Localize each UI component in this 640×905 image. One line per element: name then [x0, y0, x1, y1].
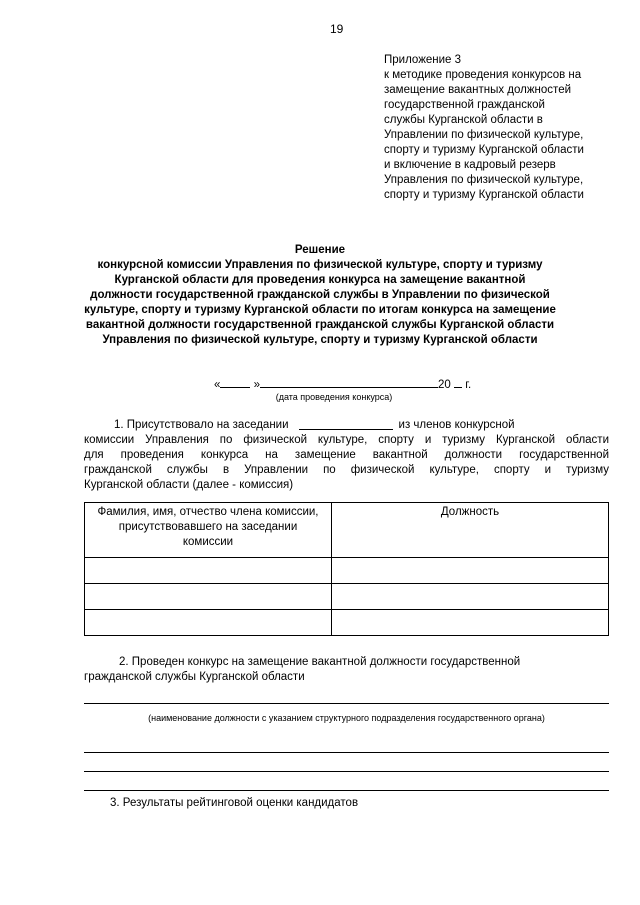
table-cell[interactable]: [85, 610, 332, 636]
members-table: [84, 502, 609, 636]
fill-line[interactable]: [84, 790, 609, 791]
appendix-line: Приложение 3: [384, 54, 462, 66]
title-line: конкурсной комиссии Управления по физической культуре, спорту и туризму: [97, 259, 543, 271]
section-1-line: [84, 418, 609, 433]
day-blank[interactable]: [220, 376, 250, 388]
table-row: [85, 584, 609, 610]
date-close-quote: »: [253, 379, 261, 391]
title-line: вакантной должности государственной гражданской службы Курганской области: [85, 319, 555, 331]
section-2: [84, 655, 609, 685]
table-cell[interactable]: [85, 584, 332, 610]
present-count-blank[interactable]: [299, 418, 393, 430]
section-2-line: 2. Проведен конкурс на замещение вакантной должности государственной: [119, 656, 521, 668]
year-suffix: г.: [465, 379, 472, 391]
header-line: Фамилия, имя, отчество члена комиссии,: [97, 506, 319, 518]
section-1-end: из членов конкурсной: [398, 419, 515, 431]
appendix-line: государственной гражданской: [384, 99, 545, 111]
month-blank[interactable]: [260, 376, 438, 388]
section-1-start: 1. Присутствовало на заседании: [114, 419, 289, 431]
title-line: Курганской области для проведения конкурса на замещение вакантной: [114, 274, 526, 286]
appendix-block: [384, 53, 620, 203]
section-1-line: гражданской службы в Управлении по физической культуре, спорту и туризму: [84, 464, 609, 476]
appendix-line: и включение в кадровый резерв: [384, 159, 556, 171]
position-caption: (наименование должности с указанием структурного подразделения государственного органа): [148, 713, 545, 723]
section-1-line: комиссии Управления по физической культуре, спорту и туризму Курганской области: [84, 434, 609, 446]
title-line: культуре, спорту и туризму Курганской области по итогам конкурса на замещение: [84, 304, 556, 316]
title-line: должности государственной гражданской службы в Управлении по физической: [90, 289, 550, 301]
document-title: [60, 243, 580, 348]
table-header-row: [85, 503, 609, 558]
appendix-line: спорту и туризму Курганской области: [384, 189, 584, 201]
table-cell[interactable]: [332, 584, 609, 610]
year-blank[interactable]: [454, 376, 462, 388]
table-row: [85, 610, 609, 636]
appendix-line: Управления по физической культуре,: [384, 174, 584, 186]
appendix-line: службы Курганской области в: [384, 114, 543, 126]
header-line: присутствовавшего на заседании: [118, 521, 298, 533]
title-line: Управления по физической культуре, спорту и туризму Курганской области: [102, 334, 538, 346]
section-3: 3. Результаты рейтинговой оценки кандидатов: [110, 797, 359, 809]
table-cell[interactable]: [332, 610, 609, 636]
header-line: комиссии: [182, 536, 234, 548]
appendix-line: к методике проведения конкурсов на: [384, 69, 582, 81]
position-name-line[interactable]: [84, 703, 609, 704]
page-number: 19: [330, 22, 344, 36]
column-header-fio: [85, 503, 332, 558]
title-heading: Решение: [294, 244, 346, 256]
section-2-line: гражданской службы Курганской области: [84, 671, 305, 683]
fill-line[interactable]: [84, 752, 609, 753]
section-1-line: Курганской области (далее - комиссия): [84, 479, 294, 491]
date-open-quote: «: [214, 379, 221, 391]
appendix-line: спорту и туризму Курганской области: [384, 144, 584, 156]
appendix-line: Управлении по физической культуре,: [384, 129, 584, 141]
section-1-line: для проведения конкурса на замещение вакантной должности государственной: [84, 449, 609, 461]
table-cell[interactable]: [332, 558, 609, 584]
section-1: [84, 418, 609, 493]
date-caption: (дата проведения конкурса): [275, 392, 393, 402]
appendix-line: замещение вакантных должностей: [384, 84, 572, 96]
year-prefix: 20: [438, 379, 451, 391]
table-cell[interactable]: [85, 558, 332, 584]
fill-line[interactable]: [84, 771, 609, 772]
table-row: [85, 558, 609, 584]
column-header-position: Должность: [332, 503, 609, 558]
date-field: [214, 376, 471, 391]
